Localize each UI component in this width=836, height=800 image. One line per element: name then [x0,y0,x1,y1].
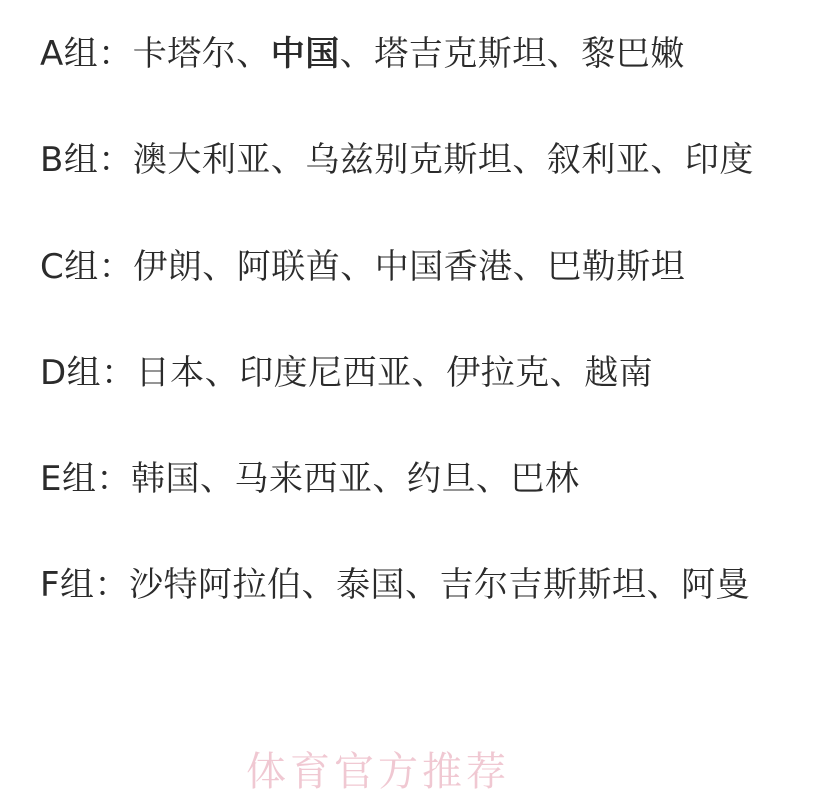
team-name: 中国 [270,34,340,74]
team-name: 澳大利亚 [132,140,271,181]
label-separator: ： [98,34,133,74]
team-separator: 、 [650,140,685,181]
team-name: 日本 [135,352,205,393]
team-separator: 、 [546,34,582,74]
group-label: D组 [40,352,102,393]
team-separator: 、 [646,565,682,606]
group-label: F组 [40,565,95,606]
team-name: 伊拉克 [446,352,550,393]
group-label: A组 [40,34,99,74]
group-label: E组 [40,459,97,500]
team-name: 叙利亚 [546,140,651,181]
team-separator: 、 [202,246,237,287]
label-separator: ： [98,140,133,181]
team-name: 卡塔尔 [132,34,237,74]
team-name: 吉尔吉斯斯坦 [439,565,647,606]
team-separator: 、 [199,459,235,500]
team-name: 印度 [684,140,754,181]
team-separator: 、 [549,352,585,393]
team-separator: 、 [204,352,240,393]
team-separator: 、 [405,565,440,606]
team-separator: 、 [340,246,375,287]
team-name: 泰国 [336,565,406,606]
group-label: B组 [40,140,99,181]
label-separator: ： [94,565,130,606]
team-separator: 、 [236,34,271,74]
team-name: 巴勒斯坦 [547,246,686,287]
group-row [40,349,796,397]
group-row [40,243,796,291]
team-name: 韩国 [130,459,200,500]
group-row [40,136,796,184]
group-row [40,455,796,503]
team-name: 约旦 [406,459,476,500]
team-separator: 、 [512,246,548,287]
team-separator: 、 [339,34,375,74]
team-name: 中国香港 [374,246,513,287]
team-name: 伊朗 [133,246,203,287]
label-separator: ： [98,246,134,287]
team-name: 乌兹别克斯坦 [305,140,513,181]
team-separator: 、 [475,459,511,500]
team-name: 马来西亚 [234,459,373,500]
watermark-text: 体育官方推荐 [246,749,510,795]
team-name: 越南 [584,352,654,393]
group-label: C组 [40,246,99,287]
team-name: 巴林 [510,459,580,500]
group-row [40,561,796,609]
team-separator: 、 [270,140,306,181]
team-name: 塔吉克斯坦 [374,34,547,74]
group-row [40,30,796,78]
team-name: 阿曼 [681,565,751,606]
team-separator: 、 [301,565,337,606]
team-name: 印度尼西亚 [239,352,412,393]
label-separator: ： [101,352,136,393]
team-name: 阿联酋 [236,246,341,287]
team-separator: 、 [411,352,447,393]
team-separator: 、 [372,459,407,500]
label-separator: ： [96,459,131,500]
team-separator: 、 [512,140,547,181]
team-name: 沙特阿拉伯 [129,565,302,606]
team-name: 黎巴嫩 [581,34,685,74]
